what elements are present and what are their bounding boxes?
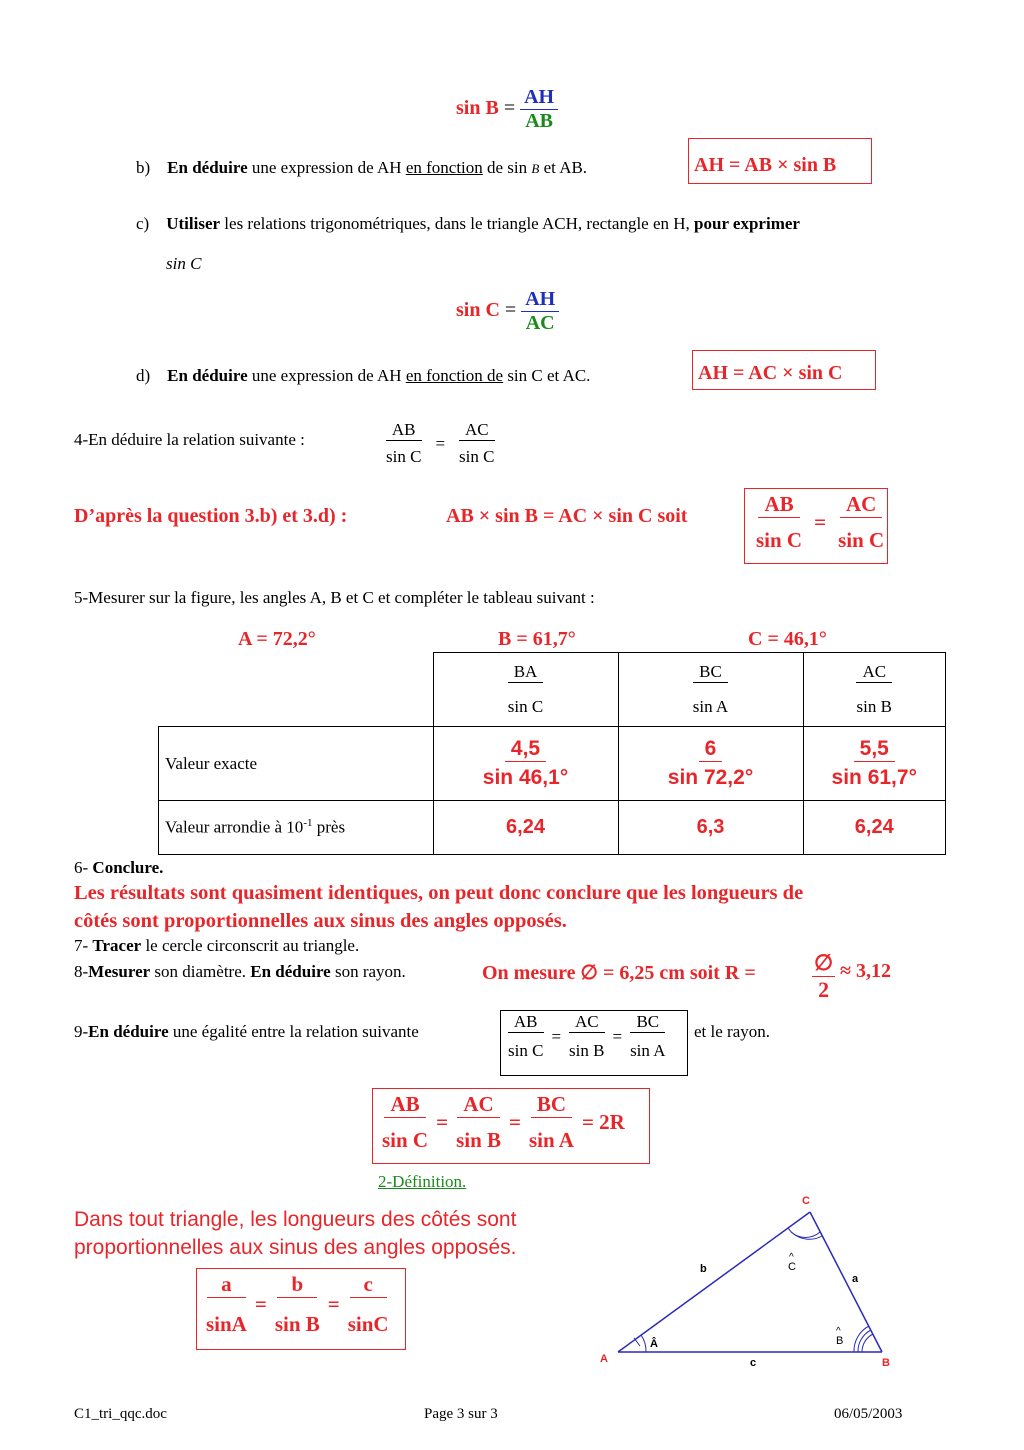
side-a-label: a	[852, 1273, 859, 1285]
equation-sinC: sin C = $\frac{AH}{AC}$	[456, 288, 559, 335]
conclusion-line1: Les résultats sont quasiment identiques, on peut donc conclure que les longueurs de	[74, 882, 804, 904]
definition-formula: $\frac{a}{\sin A}$ = $\frac{b}{\text{sin B}}$ = $\frac{c}{\sin C}$	[206, 1272, 389, 1336]
footer-filename: C1_tri_qqc.doc	[74, 1406, 167, 1422]
question-9-fraction: $\frac{AB}{\text{sin C}}$ = $\frac{AC}{\text{sin B}}$ = $\frac{BC}{\text{sin A}}$	[508, 1012, 666, 1060]
sine-table	[158, 652, 946, 855]
sinB-denominator: AB	[525, 110, 553, 132]
question-3c: c) Utiliser les relations trigonométriques, dans le triangle ACH, rectangle en H, pour exprimer	[136, 214, 800, 233]
footer-date: 06/05/2003	[834, 1406, 903, 1422]
question-7: 7- Tracer le cercle circonscrit au triangle.	[74, 936, 360, 955]
conclusion-line2: côtés sont proportionnelles aux sinus des angles opposés.	[74, 910, 567, 932]
definition-line1: Dans tout triangle, les longueurs des côtés sont	[74, 1208, 517, 1231]
table-row: $\frac{BA}{\text{sin C}}$ $\frac{BC}{\text{sin A}}$ $\frac{AC}{\text{sin B}}$	[159, 653, 946, 727]
apres-fraction: $\frac{AB}{\text{sin C}}$ = $\frac{AC}{\text{sin C}}$	[756, 492, 885, 552]
apres-relation: AB × sin B = AC × sin C soit	[446, 505, 688, 527]
angle-A-label: Â	[650, 1338, 658, 1350]
question-8: 8-Mesurer son diamètre. En déduire son rayon.	[74, 962, 406, 981]
table-row: Valeur arrondie à $10^{-1}$ près 6,24 6,3 6,24	[159, 801, 946, 855]
final-equation: $\frac{AB}{\text{sin C}}$ = $\frac{AC}{\text{sin B}}$ = $\frac{BC}{\text{sin A}}$ = 2R	[382, 1092, 625, 1152]
sinB-numerator: AH	[520, 86, 558, 110]
angle-B-value: B = 61,7°	[498, 628, 576, 650]
vertex-B-label: B	[882, 1357, 890, 1369]
side-c-label: c	[750, 1357, 757, 1369]
svg-text:^: ^	[789, 1252, 794, 1263]
triangle-figure	[590, 1188, 910, 1374]
answer-3b: AH = AB × sin B	[694, 154, 837, 176]
answer-8-approx: ≈ 3,12	[840, 960, 891, 982]
definition-line2: proportionnelles aux sinus des angles opposés.	[74, 1236, 517, 1259]
question-9-after: et le rayon.	[694, 1022, 770, 1041]
side-b-label: b	[700, 1263, 707, 1275]
angle-A-value: A = 72,2°	[238, 628, 316, 650]
angle-B-label: B	[836, 1335, 844, 1347]
vertex-C-label: C	[802, 1195, 810, 1207]
definition-title: 2-Définition.	[378, 1172, 467, 1191]
answer-8-fraction: ∅ 2	[814, 950, 834, 1002]
question-3d: d) En déduire une expression de AH en fonction de sin C et AC.	[136, 366, 591, 385]
angle-C-value: C = 46,1°	[748, 628, 827, 650]
answer-8: On mesure ∅ = 6,25 cm soit R =	[482, 962, 756, 984]
table-row: Valeur exacte $\frac{4,5}{\sin 46,1^\circ}$ $\frac{6}{\sin 72,2^\circ}$ $\frac{5,5}{\sin 61,7^\circ}$	[159, 727, 946, 801]
question-6: 6- Conclure.	[74, 858, 164, 877]
svg-text:^: ^	[836, 1326, 841, 1337]
angle-C-label: C	[788, 1261, 796, 1273]
question-3c-line2: sin C	[166, 254, 202, 273]
question-4-fraction: $\frac{AB}{\text{sin C}}$ = $\frac{AC}{\text{sin C}}$	[386, 420, 495, 466]
sinB-lhs: sin B	[456, 97, 499, 120]
question-3b: b) En déduire une expression de AH en fonction de sin B et AB.	[136, 158, 588, 177]
apres-heading: D’après la question 3.b) et 3.d) :	[74, 505, 348, 527]
vertex-A-label: A	[600, 1353, 608, 1365]
question-5: 5-Mesurer sur la figure, les angles A, B et C et compléter le tableau suivant :	[74, 588, 595, 607]
question-9: 9-En déduire une égalité entre la relation suivante	[74, 1022, 419, 1041]
question-4: 4-En déduire la relation suivante :	[74, 430, 305, 449]
answer-3d: AH = AC × sin C	[698, 362, 843, 384]
footer-page-number: Page 3 sur 3	[424, 1406, 498, 1422]
equation-sinB: sin B = $\frac{AH}{AB}$	[456, 86, 558, 133]
